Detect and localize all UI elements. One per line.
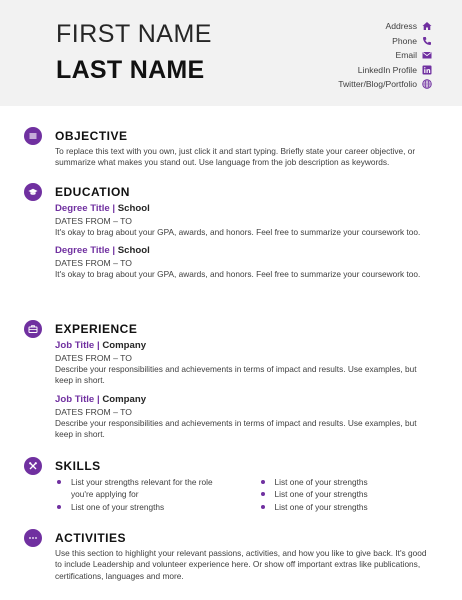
first-name[interactable]: FIRST NAME	[56, 20, 212, 48]
title-separator: |	[112, 245, 116, 257]
experience-description[interactable]: Describe your responsibilities and achievements in terms of impact and results. Use examples, but keep in short.	[55, 417, 417, 439]
skill-item[interactable]	[55, 501, 232, 513]
skills-column-left	[55, 476, 232, 513]
home-icon	[422, 21, 432, 31]
skills-icon-badge	[24, 457, 42, 475]
job-title: Job Title	[55, 393, 95, 405]
education-entry-title[interactable]	[55, 202, 435, 215]
experience-entry	[55, 339, 435, 387]
activities-body	[55, 548, 435, 582]
education-entry-title[interactable]	[55, 244, 435, 257]
contact-phone[interactable]	[232, 34, 432, 49]
education-description[interactable]: It's okay to brag about your GPA, awards, and honors. Feel free to summarize your coursework too.	[55, 227, 421, 237]
skills-columns	[55, 476, 435, 513]
contact-linkedin-label: LinkedIn Profile	[357, 64, 417, 75]
company-name: Company	[102, 340, 147, 351]
skills-column-right	[259, 476, 436, 513]
skill-item[interactable]	[55, 476, 232, 501]
experience-icon-badge	[24, 320, 42, 338]
education-body	[55, 202, 435, 281]
skill-item[interactable]	[259, 476, 436, 488]
experience-body	[55, 339, 435, 440]
skill-text: List one of your strengths	[274, 501, 368, 512]
skill-text: List your strengths relevant for the role you're applying for	[71, 477, 213, 500]
school-name: School	[117, 245, 150, 257]
experience-heading: EXPERIENCE	[55, 322, 138, 336]
experience-dates[interactable]: DATES FROM – TO	[55, 353, 132, 363]
contact-portfolio[interactable]	[232, 77, 432, 92]
contact-linkedin[interactable]	[232, 63, 432, 78]
skill-text: List one of your strengths	[274, 477, 368, 487]
objective-heading: OBJECTIVE	[55, 129, 128, 143]
skill-text: List one of your strengths	[71, 501, 165, 512]
title-separator: |	[96, 340, 100, 351]
company-name: Company	[102, 393, 147, 405]
education-heading: EDUCATION	[55, 185, 130, 199]
education-entry	[55, 244, 435, 280]
contact-phone-label: Phone	[392, 35, 417, 46]
experience-description[interactable]: Describe your responsibilities and achievements in terms of impact and results. Use examples, but keep in short.	[55, 364, 417, 386]
contact-info	[232, 19, 432, 92]
activities-icon-badge	[24, 529, 42, 547]
objective-body	[55, 146, 435, 169]
globe-icon	[422, 79, 432, 89]
tools-icon	[28, 461, 38, 471]
job-title: Job Title	[55, 340, 95, 351]
school-name: School	[117, 203, 150, 214]
activities-heading: ACTIVITIES	[55, 531, 127, 545]
education-description[interactable]: It's okay to brag about your GPA, awards, and honors. Feel free to summarize your coursework too.	[55, 269, 421, 280]
experience-entry-title[interactable]	[55, 393, 435, 406]
resume-header	[0, 0, 462, 106]
contact-address[interactable]	[232, 19, 432, 34]
graduation-cap-icon	[28, 187, 38, 197]
bullet-icon	[55, 501, 71, 513]
education-icon-badge	[24, 183, 42, 201]
contact-email[interactable]	[232, 48, 432, 63]
skills-body	[55, 476, 435, 513]
experience-entry	[55, 393, 435, 441]
skills-heading: SKILLS	[55, 459, 101, 473]
objective-text[interactable]: To replace this text with you own, just click it and start typing. Briefly state your career objective, or summarize what makes you stand out. Use language from the job description as keywords.	[55, 146, 416, 168]
title-separator: |	[96, 393, 100, 405]
activities-text[interactable]: Use this section to highlight your relevant passions, activities, and how you like to give back. It's good to include Leadership and volunteer experience here. Or show off important extras like publications, certifications, languages and more.	[55, 548, 427, 581]
skill-item[interactable]	[259, 501, 436, 513]
linkedin-icon	[422, 65, 432, 75]
education-dates[interactable]: DATES FROM – TO	[55, 216, 132, 226]
bullet-icon	[55, 476, 71, 501]
degree-title: Degree Title	[55, 203, 110, 214]
briefcase-icon	[28, 324, 38, 334]
last-name[interactable]: LAST NAME	[56, 56, 205, 84]
contact-portfolio-label: Twitter/Blog/Portfolio	[338, 79, 417, 90]
degree-title: Degree Title	[55, 245, 110, 257]
more-icon	[28, 533, 38, 543]
title-separator: |	[112, 203, 116, 214]
objective-icon-badge	[24, 127, 42, 145]
experience-entry-title[interactable]	[55, 339, 435, 352]
contact-address-label: Address	[385, 21, 417, 32]
bullet-icon	[259, 488, 275, 500]
education-dates[interactable]: DATES FROM – TO	[55, 258, 132, 269]
target-icon	[28, 131, 38, 141]
contact-email-label: Email	[395, 50, 417, 61]
bullet-icon	[259, 501, 275, 513]
phone-icon	[422, 36, 432, 46]
email-icon	[422, 50, 432, 60]
bullet-icon	[259, 476, 275, 488]
skill-item[interactable]	[259, 488, 436, 500]
experience-dates[interactable]: DATES FROM – TO	[55, 406, 132, 417]
skill-text: List one of your strengths	[274, 489, 368, 500]
education-entry	[55, 202, 435, 238]
